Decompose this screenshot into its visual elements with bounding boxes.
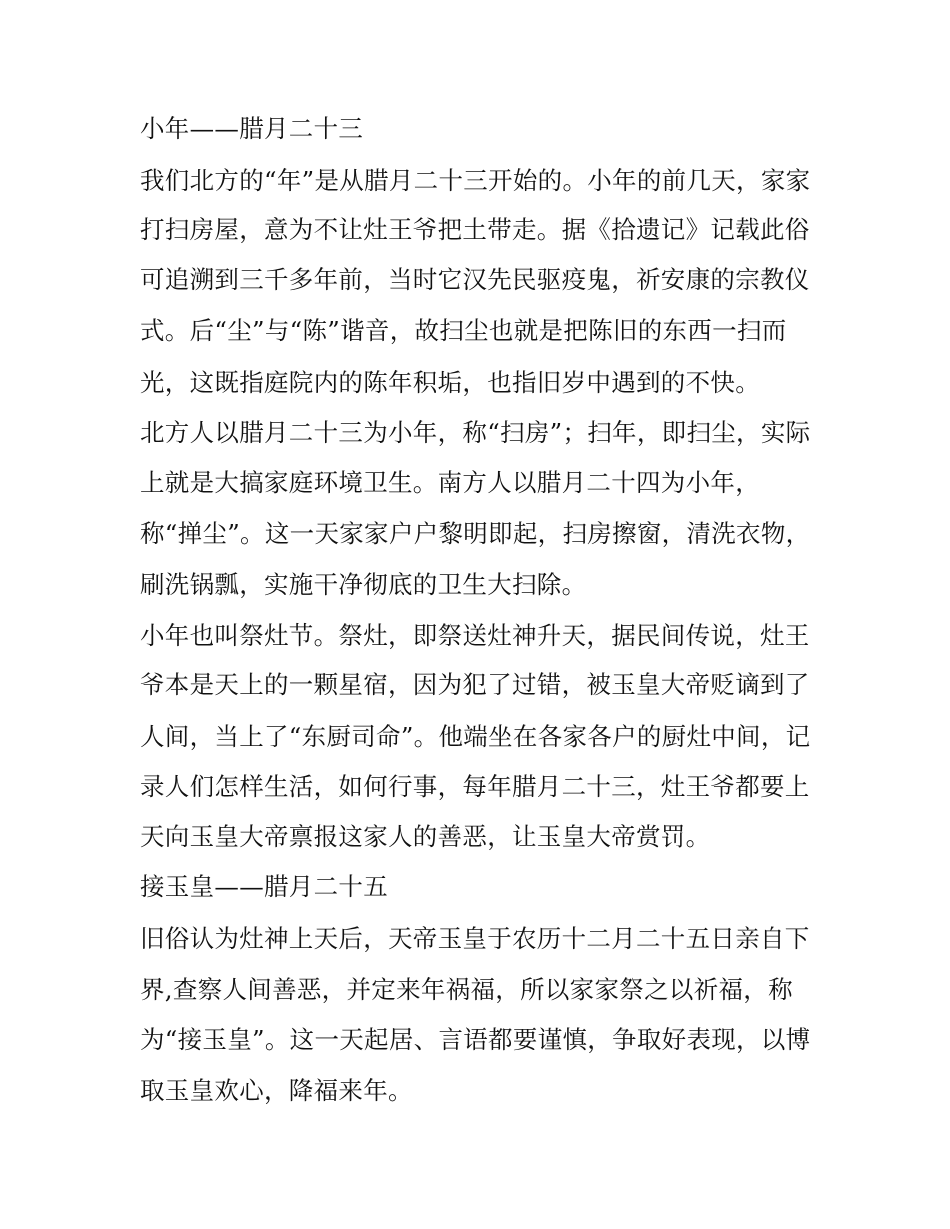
text-line: 天向玉皇大帝禀报这家人的善恶，让玉皇大帝赏罚。 [140, 822, 711, 851]
text-line: 人间，当上了“东厨司命”。他端坐在各家各户的厨灶中间，记 [140, 722, 811, 751]
text-line: 录人们怎样生活，如何行事，每年腊月二十三，灶王爷都要上 [140, 772, 810, 801]
text-line: 称“掸尘”。这一天家家户户黎明即起，扫房擦窗，清洗衣物， [140, 519, 811, 548]
text-line: 式。后“尘”与“陈”谐音，故扫尘也就是把陈旧的东西一扫而 [140, 316, 787, 345]
text-line: 爷本是天上的一颗星宿，因为犯了过错，被玉皇大帝贬谪到了 [140, 670, 810, 699]
text-line: 刷洗锅瓢，实施干净彻底的卫生大扫除。 [140, 570, 587, 599]
text-line: 光，这既指庭院内的陈年积垢，也指旧岁中遇到的不快。 [140, 368, 760, 397]
text-line: 为“接玉皇”。这一天起居、言语都要谨慎，争取好表现，以博 [140, 1025, 811, 1054]
text-line: 我们北方的“年”是从腊月二十三开始的。小年的前几天，家家 [140, 166, 811, 195]
text-line: 小年也叫祭灶节。祭灶，即祭送灶神升天，据民间传说，灶王 [140, 621, 810, 650]
text-line: 可追溯到三千多年前，当时它汉先民驱疫鬼，祈安康的宗教仪 [140, 265, 810, 294]
section-heading-jieyuhuang: 接玉皇——腊月二十五 [140, 872, 388, 901]
text-line: 取玉皇欢心，降福来年。 [140, 1076, 413, 1105]
text-line: 界,查察人间善恶，并定来年祸福，所以家家祭之以祈福，称 [140, 975, 793, 1004]
text-line: 旧俗认为灶神上天后，天帝玉皇于农历十二月二十五日亲自下 [140, 924, 810, 953]
text-line: 打扫房屋，意为不让灶王爷把土带走。据《拾遗记》记载此俗 [140, 215, 810, 244]
text-line: 北方人以腊月二十三为小年，称“扫房”；扫年，即扫尘，实际 [140, 418, 811, 447]
text-line: 上就是大搞家庭环境卫生。南方人以腊月二十四为小年， [140, 468, 760, 497]
section-heading-xiaonian: 小年——腊月二十三 [140, 114, 364, 143]
